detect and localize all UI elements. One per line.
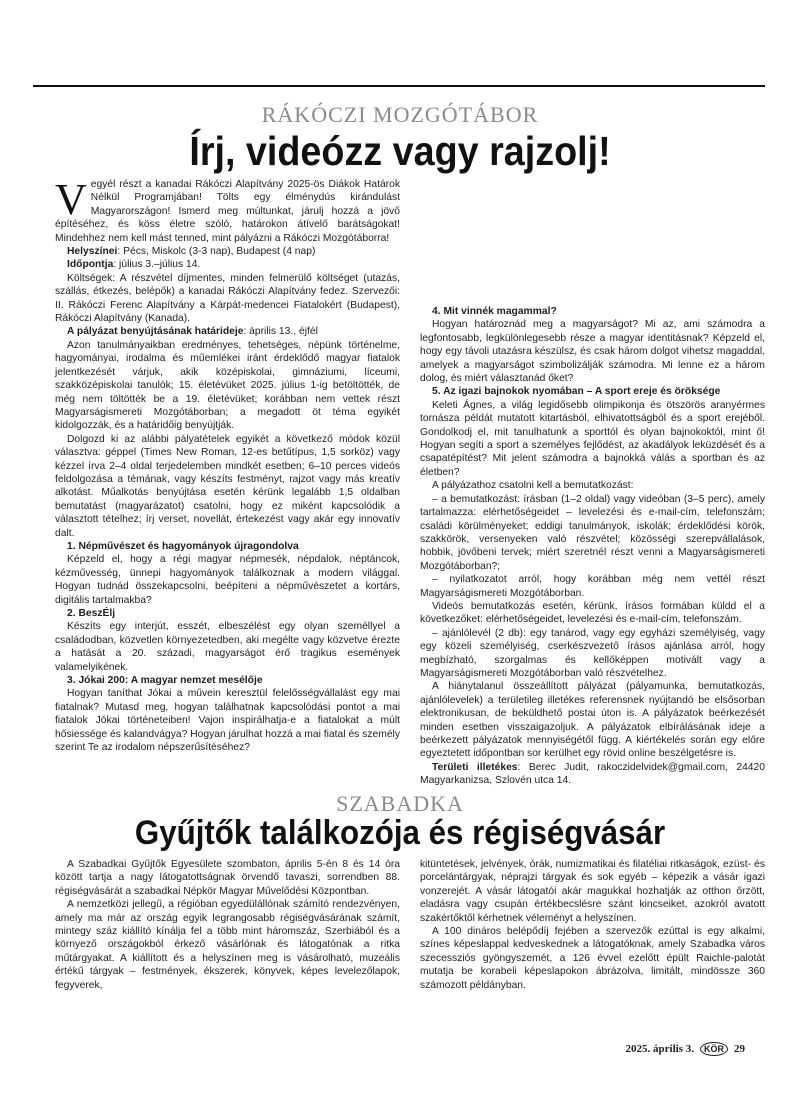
submission: A hiánytalanul összeállított pályázat (pályamunka, bemutatkozás, ajánlólevelek) a területileg illetékes referensnek nyújtandó be elsősorban elektronikusan, de beküldhető postai úton is. A pályázatok beérkezését minden esetben visszaigazoljuk. A pályázatok elbírálásának ideje a beérkezett pályázatok mennyiségétől függ. A kiértékelés során egy előre egyeztetett időpontban sor kerülhet egy rövid online beszélgetésre is. [420, 681, 765, 760]
theme-3-title: 3. Jókai 200: A magyar nemzet mesélője [67, 675, 263, 687]
attach-intro: A pályázathoz csatolni kell a bemutatkozást: [432, 480, 634, 492]
article2-column-right [420, 858, 765, 992]
format: Dolgozd ki az alábbi pályatételek egyikét a következő módok közül választva: géppel (Times New Roman, 12-es betűtípus, 1,5 sorköz) vagy kézzel írva 2–4 oldal terjedelemben mindkét esetben; 6–10 perces videós feldolgozása a témának, vagy készíts festményt, rajzot vagy más kreatív alkotást. Műalkotás benyújtása esetén kérünk legalább 1,5 oldalban bemutatást (magyarázatot) csatolni, hogy ez miként kapcsolódik a választott tételhez; írj verset, novellát, értekezést vagy akár egy innovatív dalt. [55, 433, 400, 539]
page-number: 29 [734, 1043, 745, 1055]
video-note: Videós bemutatkozás esetén, kérünk, írásos formában küldd el a következőket: elérhetőségeidet, levelezési és e-mail-cím, telefonszám. [420, 600, 765, 626]
attach-3: – ajánlólevél (2 db): egy tanárod, vagy egy egyházi személyiség, vagy egy közeli személyiség, cserkészvezető írásos ajánlása arról, hogy megbízható, szorgalmas és kellőképpen motivált vagy a Magyarságismereti Mozgótáborban való részvételhez. [420, 627, 765, 679]
contact: Területi illetékes: Berec Judit, rakoczidelvidek@gmail.com, 24420 Magyarkanizsa, Szlovén utca 14. [420, 761, 765, 787]
article2-p4: A 100 dináros belépődíj fejében a szervezők ezúttal is egy alkalmi, színes képeslappal kedveskednek a látogatóknak, amely Szabadka város szecessziós gyöngyszemét, a 126 évvel ezelőtt épült Raichle-palotát mutatja be korabeli képeslapokon ábrázolva, limitált, mindössze 360 számozott példányban. [420, 926, 765, 991]
venues: Helyszínei: Pécs, Miskolc (3-3 nap), Budapest (4 nap) [67, 246, 316, 258]
article2-column-left [55, 858, 400, 992]
article2-headline: Gyűjtők találkozója és régiségvásár [134, 814, 666, 852]
article2-kicker: SZABADKA [336, 791, 464, 816]
intro-paragraph: Vegyél részt a kanadai Rákóczi Alapítvány 2025-ös Diákok Határok Nélkül Programjában! Tölts egy élménydús kirándulást Magyarországon! Ismerd meg múltunkat, járulj hozzá a jövő építéséhez, és köss életre szóló, határokon átívelő barátságokat! Mindehhez nem kell mást tenned, mint pályázni a Rákóczi Mozgótáborra! [55, 175, 400, 244]
article2-p2: A nemzetközi jellegű, a régióban egyedülállónak számító rendezvényen, amely ma már az ország egyik legrangosabb régiségvásárának számít, mintegy száz kiállító kínálja fel a több mint háromszáz, Szerbiából és a környező országokból érkező vásárlónak és látogatónak a ritka műtárgyakat. A kiállított és a helyszínen meg is vásárolható, muzeális értékű tárgyak – festmények, ékszerek, könyvek, képes levelezőlapok, fegyverek, [55, 899, 400, 991]
theme-2-title: 2. BeszÉlj [67, 608, 116, 619]
deadline: A pályázat benyújtásának határideje: április 13., éjfél [67, 326, 318, 338]
eligibility: Azon tanulmányaikban eredményes, tehetséges, népünk történelme, hagyományai, irodalma és műemlékei iránt érdeklődő magyar fiatalok jelentkezését várjuk, akik középiskolai, gimnáziumi, líceumi, szakközépiskolai tanulók; 15. életévüket 2025. július 1-ig betöltötték, de még nem töltötték be a 19. életévüket; korábban nem vettek részt Magyarságismereti Mozgótáborban; a megadott öt téma egyikét kidolgozzák, és a határidőig benyújtják. [55, 339, 400, 432]
article-column-right [420, 305, 765, 788]
theme-5-text: Keleti Ágnes, a világ legidősebb olimpikonja és ötszörös aranyérmes tornásza példát mutatott kitartásból, elhivatottságból és a sport erejéből. Gondolkodj el, mit tanulhatunk a sporttól és olyan bajnokoktól, mint ő! Hogyan segíti a sport a személyes fejlődést, az akadályok leküzdését és a csapatépítést? Mit jelent számodra a bajnokká válás a sportban és az életben? [420, 399, 765, 478]
theme-3-text: Hogyan taníthat Jókai a művein keresztül felelősségvállalást egy mai fiatalnak? Mutasd meg, hogyan találhatnak kapcsolódási pontot a mai fiatalok Jókai történeteiben! Vajon inspirálhatja-e a fiatalokat a múlt hősiessége és kalandvágya? Hogyan járulhat hozzá a mai fiatal és személy szerint Te az irodalom népszerűsítéséhez? [55, 688, 400, 754]
theme-4-text: Hogyan határoznád meg a magyarságot? Mi az, ami számodra a legfontosabb, legkülönlegesebb része a magyar identitásnak? Képzeld el, hogy egy távoli utazásra készülsz, és csak három dolgot vihetsz magaddal, amelyek a magyarságot szimbolizálják számodra. Mi lenne ez a három dolog, és miért választanád őket? [420, 319, 765, 385]
issue-date: 2025. április 3. [625, 1043, 694, 1055]
magazine-logo: KÖR [700, 1042, 728, 1056]
theme-1-title: 1. Népművészet és hagyományok újragondolva [67, 540, 299, 552]
article-column-left [55, 175, 400, 754]
page-footer [626, 1042, 745, 1056]
attach-1: – a bemutatkozást: írásban (1–2 oldal) vagy videóban (3–5 perc), amely tartalmazza: elérhetőségeidet – levelezési és e-mail-cím, telefonszám; családi körülményeket; eddigi tanulmányok, iskolák; érdeklődési körök, szakkörök, versenyeken való részvétel; közösségi szerepvállalások, hobbik, jövőbeni tervek; miért szeretnél részt venni a Magyarságismereti Mozgótáborban?; [420, 493, 765, 572]
top-rule [33, 85, 765, 87]
dates: Időpontja: július 3.–július 14. [67, 259, 201, 271]
article2-p1: A Szabadkai Gyűjtők Egyesülete szombaton, április 5-én 8 és 14 óra között tartja a nagy látogatottságnak örvendő tavaszi, sorrendben 88. régiségvásárát a szabadkai Népkör Magyar Művelődési Központban. [55, 859, 400, 897]
article2-p3: kitüntetések, jelvények, órák, numizmatikai és filatéliai ritkaságok, ezüst- és porcelántárgyak, néprajzi tárgyak és sok egyéb – képezik a vásár igazi vonzerejét. A vásár látogatói akár magukkal hozhatják az otthon őrzött, eladásra vagy csupán értékbecslésre szánt kincseiket, azokról avatott szakértőktől kérhetnek véleményt a helyszínen. [420, 859, 765, 924]
theme-2-text: Készíts egy interjút, esszét, elbeszélést egy olyan személlyel a családodban, közvetlen környezetedben, aki megélte vagy közvetve érezte a hatását a 20. századi, magyarságot érő tragikus események valamelyikének. [55, 621, 400, 673]
theme-4-title: 4. Mit vinnék magammal? [432, 306, 557, 317]
dropcap: V [55, 175, 87, 224]
theme-1-text: Képzeld el, hogy a régi magyar népmesék, népdalok, néptáncok, kézművesség, ünnepi hagyományok találkoznak a modern világgal. Hogyan tudnád összekapcsolni, beépíteni a népművészetet a kortárs, digitális tartalmakba? [55, 554, 400, 606]
article-headline: Írj, videózz vagy rajzolj! [189, 128, 611, 174]
article-kicker: RÁKÓCZI MOZGÓTÁBOR [261, 102, 539, 127]
attach-2: – nyilatkozatot arról, hogy korábban még nem vettél részt Magyarságismereti Mozgótáborban. [420, 574, 765, 599]
costs: Költségek: A részvétel díjmentes, minden felmerülő költséget (utazás, szállás, étkezés, belépők) a kanadai Rákóczi Alapítvány fedez. Szervezői: II. Rákóczi Ferenc Alapítvány a Kárpát-medencei Fiatalokért (Budapest), Rákóczi Alapítvány (Kanada). [55, 272, 400, 325]
theme-5-title: 5. Az igazi bajnokok nyomában – A sport ereje és öröksége [432, 386, 721, 398]
